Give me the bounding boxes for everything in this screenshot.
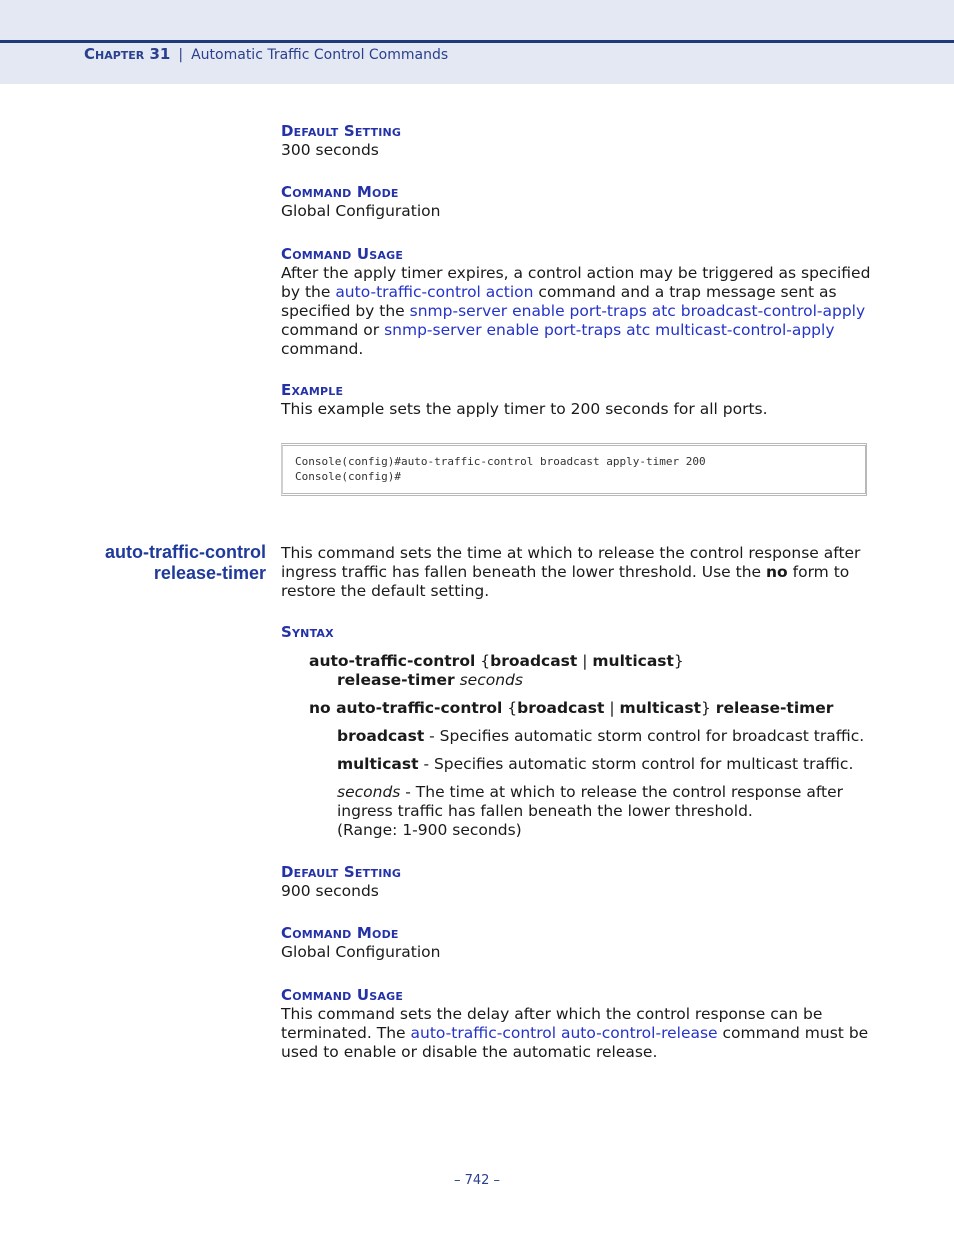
param-multicast-name: multicast <box>337 755 419 773</box>
page-number: – 742 – <box>453 1173 501 1188</box>
code-line-2: Console(config)# <box>295 470 401 483</box>
command-mode-value-2: Global Configuration <box>281 943 441 961</box>
usage-text-4: command. <box>281 340 364 358</box>
command-title <box>105 542 266 584</box>
command-title-line-2: release-timer <box>153 563 266 583</box>
syntax-line-1b <box>337 671 523 690</box>
chapter-label: Chapter 31 <box>84 45 171 63</box>
syntax-1-brace-open: { <box>475 652 491 670</box>
usage2-text-1: This command sets the delay after which the control response can be terminated. The <box>281 1005 823 1042</box>
running-header <box>84 45 448 63</box>
header-rule <box>0 40 954 43</box>
example-heading: Example <box>281 381 344 399</box>
syntax-2-multicast: multicast <box>619 699 701 717</box>
syntax-1-seconds-arg: seconds <box>454 671 523 689</box>
syntax-line-1 <box>309 652 684 671</box>
param-broadcast <box>337 727 877 746</box>
command-usage-heading: Command Usage <box>281 245 404 263</box>
usage-text-3: command or <box>281 321 385 339</box>
default-setting-value: 300 seconds <box>281 141 379 159</box>
link-auto-control-release[interactable]: auto-traffic-control auto-control-release <box>410 1024 718 1042</box>
param-multicast <box>337 755 877 774</box>
chapter-title: Automatic Traffic Control Commands <box>191 47 449 63</box>
param-seconds <box>337 783 862 840</box>
syntax-2-pipe: | <box>604 699 620 717</box>
usage-text-1: After the apply timer expires, a control action may be triggered as specified by the <box>281 264 871 301</box>
param-seconds-range: (Range: 1-900 seconds) <box>337 821 522 839</box>
param-multicast-desc: - Specifies automatic storm control for multicast traffic. <box>418 755 854 773</box>
command-mode-heading: Command Mode <box>281 183 399 201</box>
default-setting-heading: Default Setting <box>281 122 402 140</box>
syntax-1-pipe: | <box>577 652 593 670</box>
command-usage-text-2 <box>281 1005 873 1062</box>
example-text: This example sets the apply timer to 200 seconds for all ports. <box>281 400 768 418</box>
param-seconds-desc: - The time at which to release the control response after ingress traffic has fallen beneath the lower threshold. <box>337 783 844 820</box>
code-example-box <box>281 443 867 496</box>
link-auto-traffic-control-action[interactable]: auto-traffic-control action <box>335 283 534 301</box>
usage-text-2: command and a trap message sent as specified by the <box>281 283 837 320</box>
syntax-line-2 <box>309 699 833 718</box>
param-seconds-name: seconds <box>337 783 401 801</box>
description-no-keyword: no <box>766 563 788 581</box>
syntax-2-release-timer: release-timer <box>715 699 834 717</box>
syntax-2-command: no auto-traffic-control <box>309 699 503 717</box>
default-setting-value-2: 900 seconds <box>281 882 379 900</box>
syntax-1-brace-close: } <box>673 652 684 670</box>
link-multicast-control-apply[interactable]: snmp-server enable port-traps atc multicast-control-apply <box>384 321 835 339</box>
description-text-2: form to restore the default setting. <box>281 563 850 600</box>
command-mode-heading-2: Command Mode <box>281 924 399 942</box>
command-description <box>281 544 873 601</box>
header-separator: | <box>178 47 184 63</box>
usage2-text-2: command must be used to enable or disable the automatic release. <box>281 1024 869 1061</box>
command-mode-value: Global Configuration <box>281 202 441 220</box>
description-text-1: This command sets the time at which to release the control response after ingress traffic has fallen beneath the lower threshold. Use the <box>281 544 861 581</box>
command-usage-heading-2: Command Usage <box>281 986 404 1004</box>
syntax-1-broadcast: broadcast <box>490 652 578 670</box>
code-line-1: Console(config)#auto-traffic-control broadcast apply-timer 200 <box>295 455 706 468</box>
param-broadcast-desc: - Specifies automatic storm control for broadcast traffic. <box>424 727 865 745</box>
syntax-2-broadcast: broadcast <box>517 699 605 717</box>
syntax-1-command: auto-traffic-control <box>309 652 476 670</box>
syntax-1-release-timer: release-timer <box>337 671 455 689</box>
syntax-1-multicast: multicast <box>592 652 674 670</box>
syntax-heading: Syntax <box>281 623 334 641</box>
syntax-2-brace-close: } <box>701 699 716 717</box>
syntax-2-brace-open: { <box>502 699 518 717</box>
command-title-line-1: auto-traffic-control <box>105 542 266 562</box>
param-broadcast-name: broadcast <box>337 727 425 745</box>
link-broadcast-control-apply[interactable]: snmp-server enable port-traps atc broadcast-control-apply <box>409 302 866 320</box>
command-usage-text <box>281 264 873 359</box>
default-setting-heading-2: Default Setting <box>281 863 402 881</box>
